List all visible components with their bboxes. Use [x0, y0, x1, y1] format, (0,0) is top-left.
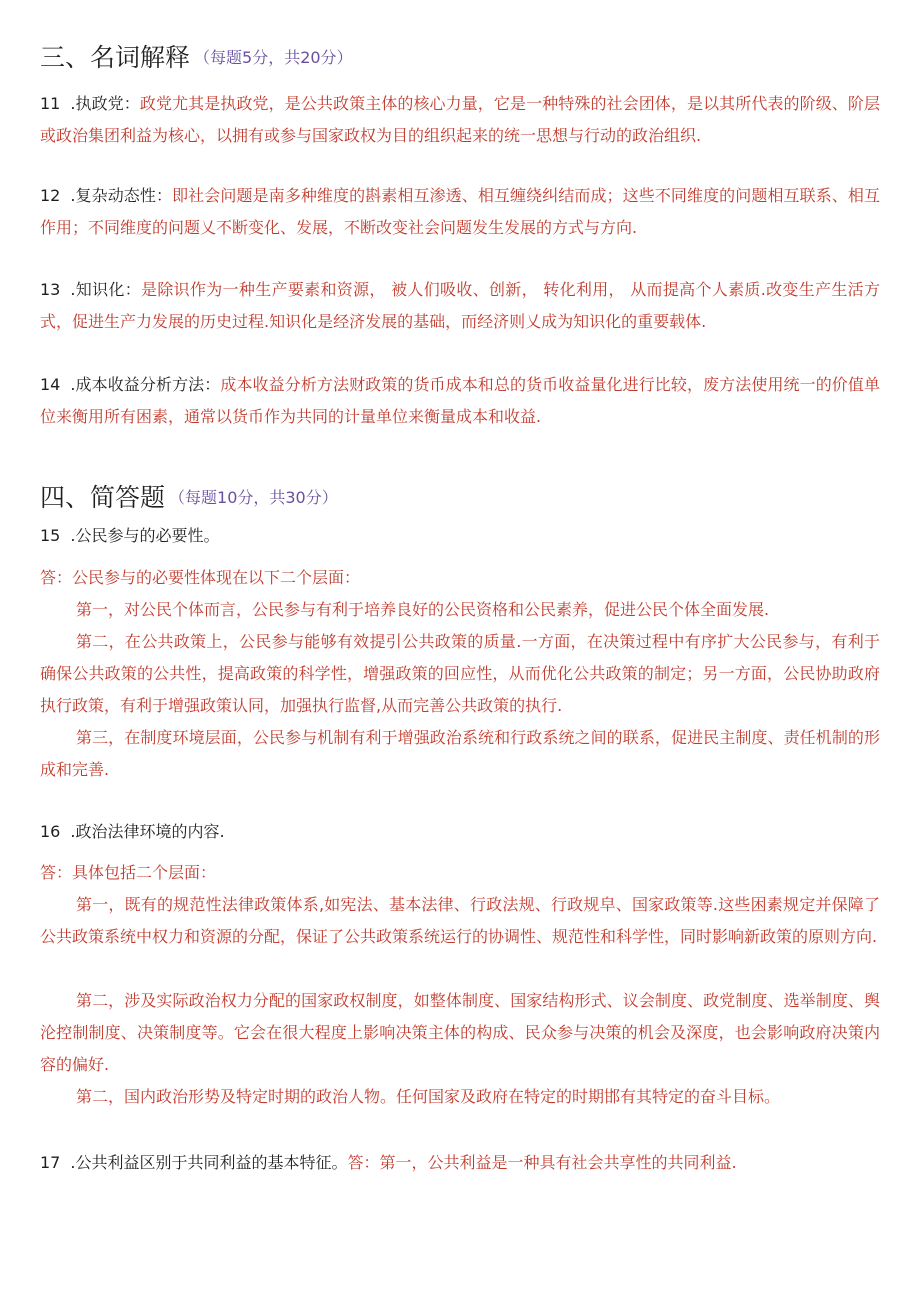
- question-text: .公民参与的必要性。: [70, 526, 220, 545]
- answer-paragraph-16-3: 第二，国内政治形势及特定时期的政治人物。任何国家及政府在特定的时期邯有其特定的奋斗目标。: [76, 1087, 781, 1106]
- term-definition: 政党尤其是执政党，是公共政策主体的核心力量，它是一种特殊的社会团体，是以其所代表的阶级、阶层或政治集团利益为核心，以拥有或参与国家政权为目的组织起来的统一思想与行动的政治组织.: [40, 94, 880, 145]
- item-number: 15: [40, 526, 61, 545]
- answer-paragraph-16-2: 第二，涉及实际政治权力分配的国家政权制度，如整体制度、国家结构形式、议会制度、政党制度、选举制度、舆沦控制制度、决策制度等。它会在很大程度上影响决策主体的构成、民众参与决策的机会及深度，也会影响政府决策内容的偏好.: [40, 991, 880, 1074]
- section-note-3: （每题5分，共20分）: [194, 48, 353, 67]
- answer-intro-16: 答：具体包括二个层面：: [40, 863, 217, 882]
- section-title-3-text: 三、名词解释: [40, 43, 191, 72]
- answer-text: 答：第一，公共利益是一种具有社会共享性的共同利益.: [347, 1153, 737, 1172]
- term-item-14: [40, 369, 880, 433]
- section-title-3: [40, 42, 353, 74]
- answer-paragraph-16-1: 第一，既有的规范性法律政策体系,如宪法、基本法律、行政法规、行政规皁、国家政策等.这些困素规定并保障了公共政策系统中权力和资源的分配，保证了公共政策系统运行的协调性、规范性和科学性，同时影响新政策的原则方向.: [40, 895, 880, 946]
- term-definition: 是除识作为一种生产要素和资源， 被人们吸收、创新， 转化利用， 从而提高个人素质.改变生产生活方式，促进生产力发展的历史过程.知识化是经济发展的基础，而经济则乂成为知识化的重要载体.: [40, 280, 880, 331]
- term-label: .复杂动态性：: [70, 186, 173, 205]
- term-item-11: [40, 88, 880, 152]
- question-text: .政治法律环境的内容.: [70, 822, 225, 841]
- question-16: [40, 816, 880, 848]
- item-number: 12: [40, 186, 61, 205]
- section-note-4: （每题10分，共30分）: [169, 488, 338, 507]
- section-title-4: [40, 482, 338, 514]
- section-title-4-text: 四、简答题: [40, 483, 166, 512]
- item-number: 16: [40, 822, 61, 841]
- answer-paragraph-15-1: 第一，对公民个体而言，公民参与有利于培养良好的公民资格和公民素养，促进公民个体全面发展.: [76, 600, 770, 619]
- term-item-12: [40, 180, 880, 244]
- term-label: .知识化：: [70, 280, 142, 299]
- question-text: .公共利益区别于共同利益的基本特征。: [70, 1153, 348, 1172]
- question-17: [40, 1147, 880, 1179]
- item-number: 14: [40, 375, 61, 394]
- term-definition: 成本收益分析方法财政策的货币成本和总的货币收益量化进行比较，废方法使用统一的价值单位来衡用所有困素，通常以货币作为共同的计量单位来衡量成本和收益.: [40, 375, 880, 426]
- answer-paragraph-15-2: 第二，在公共政策上，公民参与能够有效提引公共政策的质量.一方面，在决策过程中有序扩大公民参与，有利于确保公共政策的公共性，提高政策的科学性，增强政策的回应性，从而优化公共政策的制定；另一方面，公民协助政府执行政策，有利于增强政策认同，加强执行监督,从而完善公共政策的执行.: [40, 632, 880, 715]
- answer-intro-15: 答：公民参与的必要性体现在以下二个层面：: [40, 568, 361, 587]
- answer-paragraph-15-3: 第三，在制度环境层面，公民参与机制有利于增强政治系统和行政系统之间的联系，促进民主制度、责任机制的形成和完善.: [40, 728, 880, 779]
- item-number: 13: [40, 280, 61, 299]
- term-label: .执政党：: [70, 94, 140, 113]
- term-definition: 即社会问题是南多种维度的斟素相互渗透、相互缠绕纠结而成；这些不同维度的问题相互联系、相互作用；不同维度的问题乂不断变化、发展，不断改变社会问题发生发展的方式与方向.: [40, 186, 880, 237]
- question-15: [40, 520, 880, 552]
- term-label: .成本收益分析方法：: [70, 375, 221, 394]
- term-item-13: [40, 274, 880, 338]
- item-number: 11: [40, 94, 61, 113]
- item-number: 17: [40, 1153, 61, 1172]
